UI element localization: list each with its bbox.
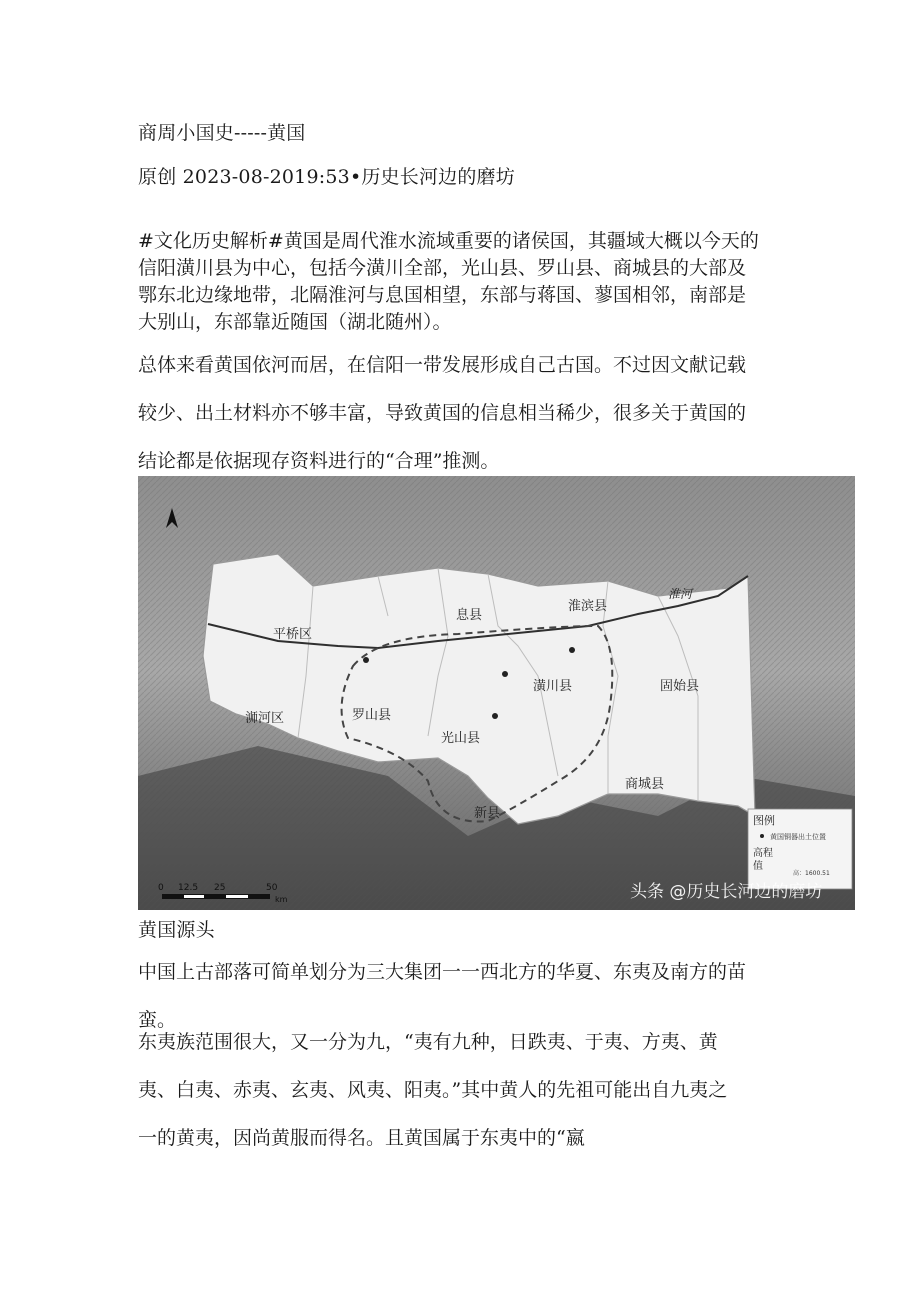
scale-tick: 25 (214, 883, 226, 893)
label-huangchuan: 潢川县 (533, 679, 573, 694)
paragraph-2 (138, 341, 783, 485)
text-line: 大别山，东部靠近随国（湖北随州）。 (138, 311, 452, 333)
label-huaibin: 淮滨县 (568, 599, 608, 614)
scale-tick: 0 (158, 883, 164, 893)
article-meta: 原创 2023-08-2019:53•历史长河边的磨坊 (138, 166, 515, 188)
label-guangshan: 光山县 (441, 731, 481, 746)
label-shangcheng: 商城县 (625, 777, 665, 792)
bronze-site-marker (502, 671, 508, 677)
label-xixian: 息县 (456, 608, 483, 623)
text-line: 蛮。 (138, 1009, 177, 1031)
bronze-site-marker (363, 657, 369, 663)
text-line: 总体来看黄国依河而居，在信阳一带发展形成自己古国。不过因文献记载 (138, 354, 747, 376)
text-line: 东夷族范围很大，又一分为九，“夷有九种，日跌夷、于夷、方夷、黄 (138, 1031, 718, 1053)
label-pingqiao: 平桥区 (273, 627, 313, 642)
paragraph-4 (138, 1018, 783, 1162)
legend-site: 黄国铜器出土位置 (770, 833, 826, 841)
text-line: #文化历史解析#黄国是周代淮水流域重要的诸侯国，其疆域大概以今天的 (138, 230, 759, 252)
bronze-site-marker (492, 713, 498, 719)
text-line: 信阳潢川县为中心，包括今潢川全部，光山县、罗山县、商城县的大部及 (138, 257, 747, 279)
section-heading: 黄国源头 (138, 919, 215, 941)
text-line: 夷、白夷、赤夷、玄夷、风夷、阳夷。”其中黄人的先祖可能出自九夷之 (138, 1079, 728, 1101)
legend-elevation: 高程 (753, 848, 773, 859)
label-river: 淮河 (668, 587, 693, 601)
scale-tick: 50 (266, 883, 278, 893)
label-gushi: 固始县 (660, 679, 700, 694)
scale-tick: 12.5 (178, 883, 199, 893)
label-luoshan: 罗山县 (352, 708, 392, 723)
text-line: 中国上古部落可简单划分为三大集团一一西北方的华夏、东夷及南方的苗 (138, 961, 747, 983)
huang-state-map (138, 476, 855, 910)
label-shihe: 浉河区 (245, 711, 285, 726)
legend-high: 高：1600.51 (793, 870, 830, 877)
map-legend (748, 809, 852, 889)
legend-title: 图例 (753, 814, 775, 827)
bronze-site-marker (569, 647, 575, 653)
text-line: 较少、出土材料亦不够丰富，导致黄国的信息相当稀少，很多关于黄国的 (138, 402, 747, 424)
scale-unit: km (275, 895, 288, 904)
text-line: 结论都是依据现存资料进行的“合理”推测。 (138, 450, 500, 472)
article-title: 商周小国史-----黄国 (138, 122, 306, 144)
text-line: 鄂东北边缘地带，北隔淮河与息国相望，东部与蒋国、蓼国相邻，南部是 (138, 284, 747, 306)
intro-paragraph (138, 228, 783, 336)
label-xinxian: 新县 (474, 806, 501, 821)
map-watermark: 头条 @历史长河边的磨坊 (630, 882, 823, 902)
text-line: 一的黄夷，因尚黄服而得名。且黄国属于东夷中的“嬴 (138, 1127, 585, 1149)
legend-unit: 值 (753, 861, 763, 872)
